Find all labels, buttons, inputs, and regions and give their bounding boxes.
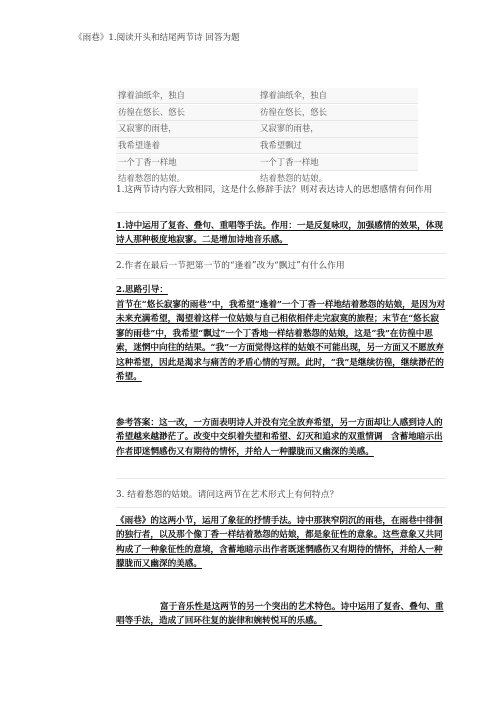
- poem-line: 结着愁怨的姑娘。: [118, 173, 185, 184]
- answer-2-reference: [116, 416, 446, 459]
- answer-2-guide: [116, 298, 446, 384]
- answer-1: [116, 219, 446, 248]
- divider: [116, 212, 446, 213]
- answer-3-musicality-text: 富于音乐性是这两节的另一个突出的艺术特色。诗中运用了复沓、叠句、重唱等手法，造成了回环往复的旋律和婉转悦耳的乐感。: [116, 602, 444, 627]
- divider: [116, 253, 446, 254]
- poem-line: 我希望逢着: [116, 138, 276, 154]
- question-3: 3. 结着愁怨的姑娘。请问这两节在艺术形式上有何特点？: [116, 490, 339, 500]
- answer-1-text: 1.诗中运用了复沓、叠句、重唱等手法。作用：一是反复咏叹，加强感情的效果，体现诗人那种极度地寂寥。二是增加诗地音乐感。: [116, 221, 443, 246]
- poem-line: 一个丁香一样地: [258, 155, 418, 171]
- poem-line: 又寂寥的雨巷，: [258, 121, 418, 137]
- poem-line: 彷徨在悠长，悠长: [258, 105, 418, 121]
- answer-2-reference-text: 参考答案：这一改，一方面表明诗人并没有完全放弃希望，另一方面却让人感到诗人的希望越来越渺茫了。改变中交织着失望和希望、幻灭和追求的双重情调 含蓄地暗示出作者即迷惘感伤又有期待的情怀，并给人一种朦胧而又幽深的美感。: [116, 418, 443, 457]
- poem-line: 撑着油纸伞，独自: [258, 88, 418, 104]
- question-1: 1.这两节诗内容大致相同，这是什么修辞手法？则对表达诗人的思想感情有何作用: [116, 185, 433, 195]
- poem-last-stanza: [258, 88, 418, 187]
- poem-line: 一个丁香一样地: [116, 155, 276, 171]
- answer-3-symbolism: [116, 514, 446, 572]
- answer-3-symbolism-text: 《雨巷》的这两小节，运用了象征的抒情手法。诗中那狭窄阴沉的雨巷，在雨巷中徘徊的独行者，以及那个像丁香一样结着愁怨的姑娘，都是象征性的意象。这些意象又共同构成了一种象征性的意境，含蓄地暗示出作者既迷惘感伤又有期待的情怀，并给人一种朦胧而又幽深的美感。: [116, 516, 443, 570]
- answer-3-musicality: [116, 600, 446, 629]
- poem-first-stanza: [116, 88, 276, 187]
- divider: [116, 478, 446, 479]
- divider: [116, 507, 446, 508]
- poem-line: 结着愁怨的姑娘。: [260, 173, 327, 184]
- answer-2-guide-text: 首节在“悠长寂寥的雨巷”中，我希望“逢着”一个丁香一样地结着愁怨的姑娘，是因为对未来充满希望，渴望着这样一位姑娘与自己相依相伴走完寂寞的旅程；末节在“悠长寂寥的雨巷”中，我希望“飘过”一个丁香地一样结着愁怨的姑娘，这是“我”在彷徨中思索，迷惘中向往的结果。“我”一方面觉得这样的姑娘不可能出现，另一方面又不愿放弃这种希望，因此是渴求与痛苦的矛盾心情的写照。此时，“我”是继续彷徨，继续渺茫的希望。: [116, 300, 446, 383]
- divider: [116, 278, 446, 279]
- answer-2-heading: [116, 283, 446, 297]
- poem-line: 彷徨在悠长、悠长: [116, 105, 276, 121]
- poem-line: 撑着油纸伞，独自: [116, 88, 276, 104]
- answer-2-heading-text: 2.思路引导：: [116, 285, 168, 295]
- page-title: 《雨巷》1.阅读开头和结尾两节诗 回答为题: [74, 33, 240, 43]
- poem-line: 又寂寥的雨巷，: [116, 121, 276, 137]
- question-2: 2.作者在最后一节把第一节的“逢着”改为“飘过”有什么作用: [116, 261, 345, 271]
- poem-line: 我希望飘过: [258, 138, 418, 154]
